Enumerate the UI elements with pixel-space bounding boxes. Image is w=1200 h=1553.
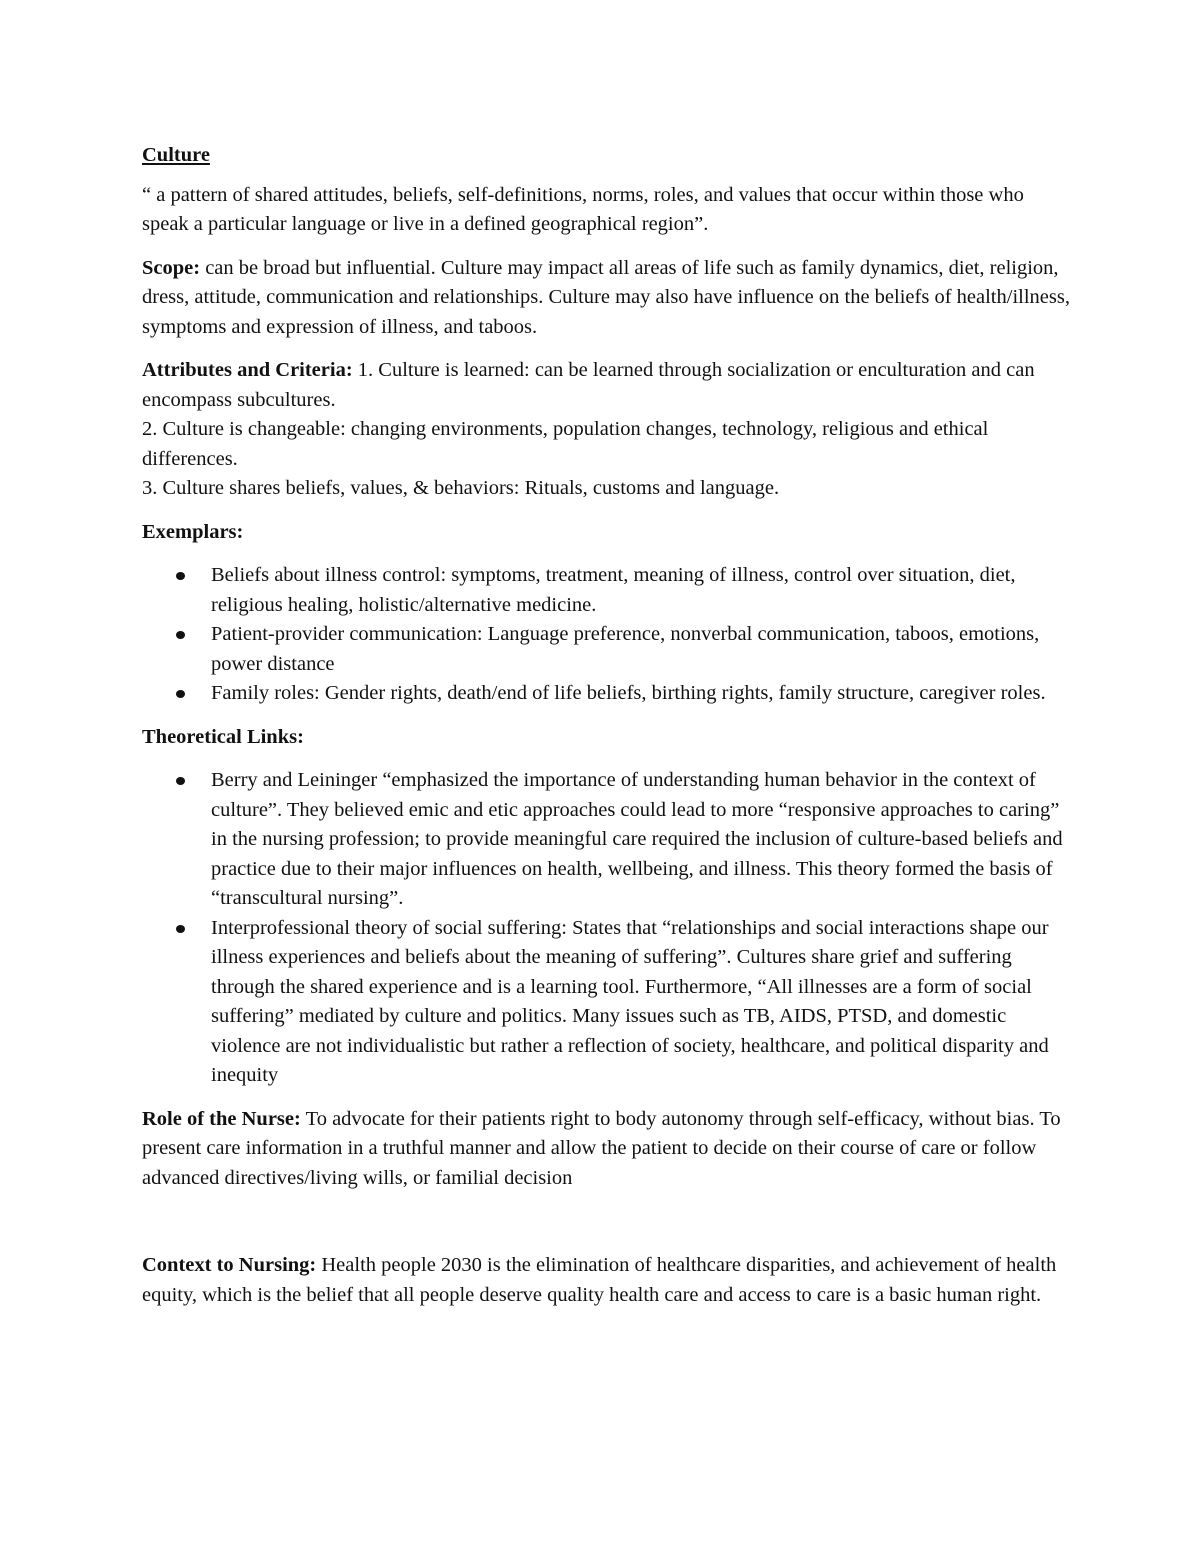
theoretical-links-heading: Theoretical Links: bbox=[142, 725, 304, 748]
document-page bbox=[142, 141, 1072, 1324]
attributes-item-3: 3. Culture shares beliefs, values, & behaviors: Rituals, customs and language. bbox=[142, 477, 780, 499]
bullet-icon bbox=[176, 777, 185, 785]
context-to-nursing-paragraph bbox=[142, 1251, 1072, 1310]
exemplars-list bbox=[142, 561, 1072, 709]
attributes-label: Attributes and Criteria: bbox=[142, 359, 353, 381]
definition-paragraph: “ a pattern of shared attitudes, beliefs, self-definitions, norms, roles, and values that occur within those who speak a particular language or live in a defined geographical region”. bbox=[142, 183, 1024, 235]
role-of-nurse-text: To advocate for their patients right to body autonomy through self-efficacy, without bias. To present care information in a truthful manner and allow the patient to decide on their course of care or follow advanced directives/living wills, or familial decision bbox=[142, 1107, 1061, 1189]
scope-label: Scope: bbox=[142, 256, 201, 279]
theory-text: Berry and Leininger “emphasized the importance of understanding human behavior in the context of culture”. They believed emic and etic approaches could lead to more “responsive approaches to caring” in the nursing profession; to provide meaningful care required the inclusion of culture-based beliefs and practice due to their major influences on health, wellbeing, and illness. This theory formed the basis of “transcultural nursing”. bbox=[211, 769, 1063, 909]
scope-paragraph bbox=[142, 254, 1072, 343]
scope-text: can be broad but influential. Culture may impact all areas of life such as family dynamics, diet, religion, dress, attitude, communication and relationships. Culture may also have influence on the beliefs of health/illness, symptoms and expression of illness, and taboos. bbox=[142, 256, 1070, 338]
bullet-icon bbox=[176, 925, 185, 933]
bullet-icon bbox=[176, 572, 185, 580]
attributes-item-1: 1. Culture is learned: can be learned through socialization or enculturation and can encompass subcultures. bbox=[142, 359, 1035, 411]
list-item bbox=[142, 561, 1072, 620]
context-to-nursing-label: Context to Nursing: bbox=[142, 1254, 317, 1276]
attributes-item-2: 2. Culture is changeable: changing environments, population changes, technology, religious and ethical differences. bbox=[142, 418, 989, 470]
exemplar-text: Patient-provider communication: Language preference, nonverbal communication, taboos, emotions, power distance bbox=[211, 623, 1040, 675]
page-title: Culture bbox=[142, 144, 210, 166]
role-of-nurse-paragraph bbox=[142, 1105, 1072, 1194]
context-to-nursing-text: Health people 2030 is the elimination of healthcare disparities, and achievement of health equity, which is the belief that all people deserve quality health care and access to care is a basic human right. bbox=[142, 1254, 1057, 1306]
role-of-nurse-label: Role of the Nurse: bbox=[142, 1107, 301, 1130]
list-item bbox=[142, 679, 1072, 709]
list-item bbox=[142, 914, 1072, 1091]
exemplar-text: Beliefs about illness control: symptoms, treatment, meaning of illness, control over situation, diet, religious healing, holistic/alternative medicine. bbox=[211, 564, 1016, 616]
list-item bbox=[142, 620, 1072, 679]
bullet-icon bbox=[176, 690, 185, 698]
exemplars-heading: Exemplars: bbox=[142, 520, 244, 543]
blank-space bbox=[142, 1207, 1072, 1251]
theory-text: Interprofessional theory of social suffering: States that “relationships and social interactions shape our illness experiences and beliefs about the meaning of suffering”. Cultures share grief and suffering through the shared experience and is a learning tool. Furthermore, “All illnesses are a form of social suffering” mediated by culture and politics. Many issues such as TB, AIDS, PTSD, and domestic violence are not individualistic but rather a reflection of society, healthcare, and political disparity and inequity bbox=[211, 916, 1049, 1086]
exemplar-text: Family roles: Gender rights, death/end of life beliefs, birthing rights, family structure, caregiver roles. bbox=[211, 682, 1046, 704]
attributes-paragraph bbox=[142, 356, 1072, 504]
theoretical-links-list bbox=[142, 766, 1072, 1091]
bullet-icon bbox=[176, 631, 185, 639]
list-item bbox=[142, 766, 1072, 914]
